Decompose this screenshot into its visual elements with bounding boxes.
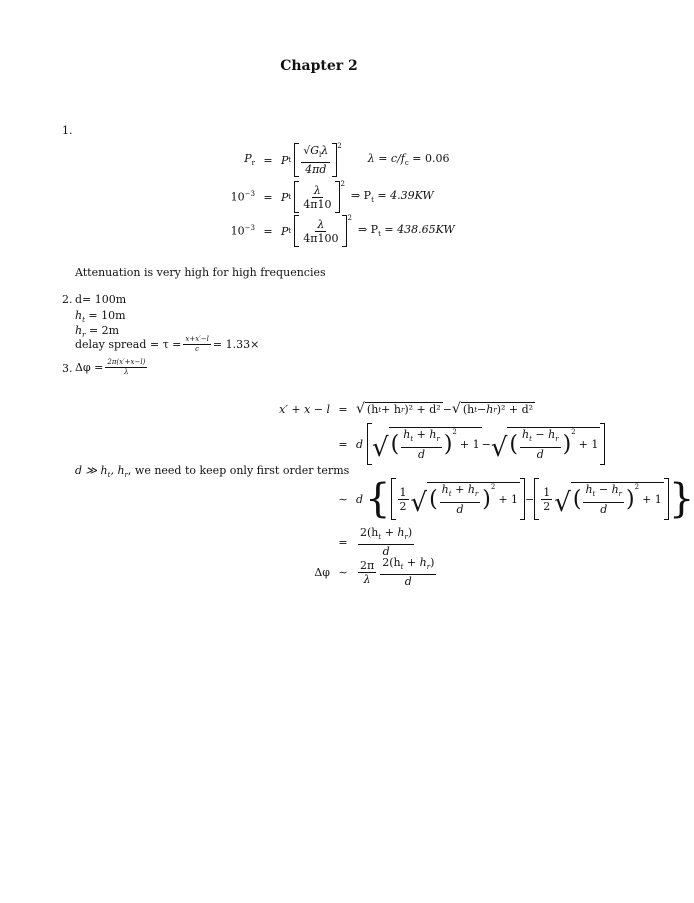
delta-phi-definition: Δφ = $\frac{2\pi(x'+x-l)}{\lambda}$ — [75, 357, 146, 376]
ht-value: $h_t = 10m$ — [75, 309, 126, 325]
problem-3-eq1: x′ + x − l = √ (h t + h r ) ² + d² − √ (h t − h r ) ² + d² — [279, 401, 534, 417]
attenuation-note: Attenuation is very high for high frequencies — [75, 266, 326, 279]
distance-value: d= 100m — [75, 293, 127, 306]
problem-1-eq1: $P_r$ = P t $\frac{√G_l\lambda}{4\pi d}$ $^2$ $\lambda = c/f_c = 0.06$ — [244, 142, 450, 177]
problem-1-eq3: $10^{-3}$ = P t $\frac{\lambda}{4\pi 100}$ $^2$ ⇒ $P_t = 438.65KW$ — [200, 214, 455, 248]
chapter-title: Chapter 2 — [280, 58, 358, 74]
hr-value: $h_r = 2m$ — [75, 324, 120, 340]
problem-3-eq4: = $\frac{2(h_t + h_r)}{d}$ — [338, 525, 413, 559]
problem-1-eq2: $10^{-3}$ = P t $\frac{\lambda}{4\pi 10}$ $^2$ ⇒ $P_t = 4.39KW$ — [200, 180, 434, 214]
problem-2-number: 2. — [62, 293, 73, 306]
problem-3-eq5: Δφ ∼ $\frac{2\pi}{\lambda}$ $\frac{2(h_t + h_r)}{d}$ — [314, 555, 435, 589]
problem-3-eq2: = d √ ( $\frac{h_t + h_r}{d}$ ) $^2$ + 1 − √ ( $\frac{h_t - h_r}{d}$ ) $^2$ + 1 — [260, 422, 605, 466]
problem-1-number: 1. — [62, 124, 73, 137]
first-order-note: d ≫ $h_t$, $h_r$, we need to keep only first order terms — [75, 464, 350, 480]
delay-spread: delay spread = τ = $\frac{x+x'-l}{c}$ = 1.33× — [75, 334, 260, 353]
problem-3-number: 3. — [62, 362, 73, 375]
problem-3-eq3: ∼ d { $\frac{1}{2}$ √ ( $\frac{h_t + h_r}{d}$ ) $^2$ + 1 − $\frac{1}{2}$ √ ( $\frac{h_t - h_r}{d}$ ) $^2$ + 1 } — [338, 476, 694, 522]
